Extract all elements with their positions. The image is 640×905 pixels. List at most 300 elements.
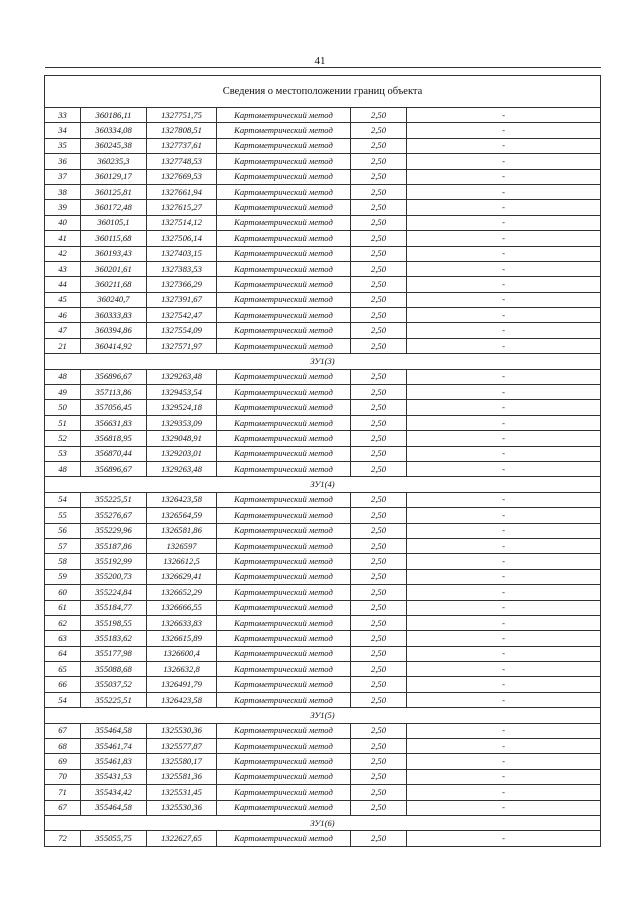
description-cell: - <box>407 631 601 646</box>
y-coordinate-cell: 1327506,14 <box>147 231 217 246</box>
y-coordinate-cell: 1325577,87 <box>147 739 217 754</box>
y-coordinate-cell: 1326632,8 <box>147 662 217 677</box>
point-number-cell: 39 <box>45 200 81 215</box>
method-cell: Картометрический метод <box>217 538 351 553</box>
x-coordinate-cell: 355055,75 <box>81 831 147 846</box>
method-cell: Картометрический метод <box>217 154 351 169</box>
precision-cell: 2,50 <box>351 723 407 738</box>
description-cell: - <box>407 615 601 630</box>
precision-cell: 2,50 <box>351 431 407 446</box>
method-cell: Картометрический метод <box>217 785 351 800</box>
y-coordinate-cell: 1325530,36 <box>147 723 217 738</box>
precision-cell: 2,50 <box>351 138 407 153</box>
description-cell: - <box>407 538 601 553</box>
table-row <box>45 323 601 338</box>
section-row <box>45 815 601 830</box>
y-coordinate-cell: 1326491,79 <box>147 677 217 692</box>
table-row <box>45 523 601 538</box>
table-row <box>45 215 601 230</box>
table-row <box>45 615 601 630</box>
table-row <box>45 108 601 123</box>
description-cell: - <box>407 754 601 769</box>
precision-cell: 2,50 <box>351 215 407 230</box>
y-coordinate-cell: 1329048,91 <box>147 431 217 446</box>
y-coordinate-cell: 1327669,53 <box>147 169 217 184</box>
description-cell: - <box>407 308 601 323</box>
description-cell: - <box>407 446 601 461</box>
x-coordinate-cell: 360414,92 <box>81 338 147 353</box>
y-coordinate-cell: 1327383,53 <box>147 261 217 276</box>
point-number-cell: 54 <box>45 692 81 707</box>
description-cell: - <box>407 200 601 215</box>
point-number-cell: 40 <box>45 215 81 230</box>
x-coordinate-cell: 360193,43 <box>81 246 147 261</box>
table-row <box>45 169 601 184</box>
y-coordinate-cell: 1329524,18 <box>147 400 217 415</box>
table-row <box>45 292 601 307</box>
method-cell: Картометрический метод <box>217 308 351 323</box>
table-row <box>45 246 601 261</box>
x-coordinate-cell: 355177,98 <box>81 646 147 661</box>
description-cell: - <box>407 646 601 661</box>
table-row <box>45 646 601 661</box>
description-cell: - <box>407 138 601 153</box>
x-coordinate-cell: 355229,96 <box>81 523 147 538</box>
table-row <box>45 261 601 276</box>
x-coordinate-cell: 355431,53 <box>81 769 147 784</box>
table-row <box>45 600 601 615</box>
section-label: ЗУ1(3) <box>45 354 601 369</box>
point-number-cell: 37 <box>45 169 81 184</box>
point-number-cell: 65 <box>45 662 81 677</box>
description-cell: - <box>407 692 601 707</box>
x-coordinate-cell: 355224,84 <box>81 585 147 600</box>
description-cell: - <box>407 246 601 261</box>
method-cell: Картометрический метод <box>217 631 351 646</box>
point-number-cell: 58 <box>45 554 81 569</box>
point-number-cell: 59 <box>45 569 81 584</box>
method-cell: Картометрический метод <box>217 692 351 707</box>
precision-cell: 2,50 <box>351 692 407 707</box>
x-coordinate-cell: 355187,86 <box>81 538 147 553</box>
precision-cell: 2,50 <box>351 369 407 384</box>
table-row <box>45 385 601 400</box>
method-cell: Картометрический метод <box>217 200 351 215</box>
x-coordinate-cell: 360172,48 <box>81 200 147 215</box>
method-cell: Картометрический метод <box>217 338 351 353</box>
point-number-cell: 52 <box>45 431 81 446</box>
y-coordinate-cell: 1326597 <box>147 538 217 553</box>
method-cell: Картометрический метод <box>217 323 351 338</box>
table-row <box>45 631 601 646</box>
point-number-cell: 56 <box>45 523 81 538</box>
table-row <box>45 400 601 415</box>
point-number-cell: 49 <box>45 385 81 400</box>
description-cell: - <box>407 108 601 123</box>
precision-cell: 2,50 <box>351 754 407 769</box>
description-cell: - <box>407 400 601 415</box>
precision-cell: 2,50 <box>351 769 407 784</box>
y-coordinate-cell: 1326612,5 <box>147 554 217 569</box>
point-number-cell: 36 <box>45 154 81 169</box>
section-label: ЗУ1(5) <box>45 708 601 723</box>
y-coordinate-cell: 1326629,41 <box>147 569 217 584</box>
description-cell: - <box>407 292 601 307</box>
point-number-cell: 21 <box>45 338 81 353</box>
precision-cell: 2,50 <box>351 631 407 646</box>
method-cell: Картометрический метод <box>217 431 351 446</box>
y-coordinate-cell: 1329263,48 <box>147 369 217 384</box>
method-cell: Картометрический метод <box>217 769 351 784</box>
y-coordinate-cell: 1329353,09 <box>147 415 217 430</box>
point-number-cell: 48 <box>45 461 81 476</box>
table-row <box>45 138 601 153</box>
section-row <box>45 354 601 369</box>
table-row <box>45 569 601 584</box>
x-coordinate-cell: 355184,77 <box>81 600 147 615</box>
section-row <box>45 477 601 492</box>
x-coordinate-cell: 355225,51 <box>81 692 147 707</box>
method-cell: Картометрический метод <box>217 446 351 461</box>
y-coordinate-cell: 1325580,17 <box>147 754 217 769</box>
point-number-cell: 42 <box>45 246 81 261</box>
precision-cell: 2,50 <box>351 169 407 184</box>
precision-cell: 2,50 <box>351 385 407 400</box>
precision-cell: 2,50 <box>351 292 407 307</box>
point-number-cell: 61 <box>45 600 81 615</box>
x-coordinate-cell: 360115,68 <box>81 231 147 246</box>
y-coordinate-cell: 1322627,65 <box>147 831 217 846</box>
table-row <box>45 231 601 246</box>
description-cell: - <box>407 338 601 353</box>
point-number-cell: 38 <box>45 184 81 199</box>
description-cell: - <box>407 215 601 230</box>
description-cell: - <box>407 184 601 199</box>
point-number-cell: 70 <box>45 769 81 784</box>
description-cell: - <box>407 492 601 507</box>
description-cell: - <box>407 154 601 169</box>
method-cell: Картометрический метод <box>217 246 351 261</box>
precision-cell: 2,50 <box>351 585 407 600</box>
point-number-cell: 60 <box>45 585 81 600</box>
y-coordinate-cell: 1327554,09 <box>147 323 217 338</box>
method-cell: Картометрический метод <box>217 600 351 615</box>
x-coordinate-cell: 355464,58 <box>81 800 147 815</box>
table-row <box>45 446 601 461</box>
method-cell: Картометрический метод <box>217 739 351 754</box>
x-coordinate-cell: 355461,74 <box>81 739 147 754</box>
y-coordinate-cell: 1326633,83 <box>147 615 217 630</box>
y-coordinate-cell: 1327571,97 <box>147 338 217 353</box>
table-top-spacer <box>45 68 601 76</box>
description-cell: - <box>407 123 601 138</box>
method-cell: Картометрический метод <box>217 138 351 153</box>
y-coordinate-cell: 1326666,55 <box>147 600 217 615</box>
point-number-cell: 48 <box>45 369 81 384</box>
y-coordinate-cell: 1326581,86 <box>147 523 217 538</box>
x-coordinate-cell: 360211,68 <box>81 277 147 292</box>
description-cell: - <box>407 662 601 677</box>
description-cell: - <box>407 585 601 600</box>
description-cell: - <box>407 769 601 784</box>
precision-cell: 2,50 <box>351 739 407 754</box>
point-number-cell: 62 <box>45 615 81 630</box>
description-cell: - <box>407 677 601 692</box>
description-cell: - <box>407 785 601 800</box>
y-coordinate-cell: 1329203,01 <box>147 446 217 461</box>
y-coordinate-cell: 1325530,36 <box>147 800 217 815</box>
precision-cell: 2,50 <box>351 308 407 323</box>
x-coordinate-cell: 357113,86 <box>81 385 147 400</box>
x-coordinate-cell: 356870,44 <box>81 446 147 461</box>
method-cell: Картометрический метод <box>217 523 351 538</box>
point-number-cell: 41 <box>45 231 81 246</box>
point-number-cell: 34 <box>45 123 81 138</box>
method-cell: Картометрический метод <box>217 646 351 661</box>
point-number-cell: 35 <box>45 138 81 153</box>
description-cell: - <box>407 431 601 446</box>
table-row <box>45 277 601 292</box>
description-cell: - <box>407 231 601 246</box>
y-coordinate-cell: 1327514,12 <box>147 215 217 230</box>
method-cell: Картометрический метод <box>217 615 351 630</box>
point-number-cell: 71 <box>45 785 81 800</box>
method-cell: Картометрический метод <box>217 215 351 230</box>
method-cell: Картометрический метод <box>217 754 351 769</box>
description-cell: - <box>407 261 601 276</box>
table-row <box>45 415 601 430</box>
precision-cell: 2,50 <box>351 508 407 523</box>
x-coordinate-cell: 355198,55 <box>81 615 147 630</box>
precision-cell: 2,50 <box>351 615 407 630</box>
point-number-cell: 69 <box>45 754 81 769</box>
table-row <box>45 754 601 769</box>
method-cell: Картометрический метод <box>217 385 351 400</box>
table-title-row <box>45 76 601 108</box>
y-coordinate-cell: 1329453,54 <box>147 385 217 400</box>
x-coordinate-cell: 356896,67 <box>81 461 147 476</box>
description-cell: - <box>407 723 601 738</box>
boundary-coordinates-table <box>44 67 601 847</box>
point-number-cell: 47 <box>45 323 81 338</box>
method-cell: Картометрический метод <box>217 800 351 815</box>
point-number-cell: 44 <box>45 277 81 292</box>
method-cell: Картометрический метод <box>217 123 351 138</box>
description-cell: - <box>407 169 601 184</box>
point-number-cell: 64 <box>45 646 81 661</box>
precision-cell: 2,50 <box>351 200 407 215</box>
x-coordinate-cell: 360334,08 <box>81 123 147 138</box>
table-row <box>45 769 601 784</box>
y-coordinate-cell: 1326652,29 <box>147 585 217 600</box>
precision-cell: 2,50 <box>351 108 407 123</box>
description-cell: - <box>407 523 601 538</box>
precision-cell: 2,50 <box>351 323 407 338</box>
point-number-cell: 66 <box>45 677 81 692</box>
description-cell: - <box>407 554 601 569</box>
precision-cell: 2,50 <box>351 523 407 538</box>
description-cell: - <box>407 569 601 584</box>
y-coordinate-cell: 1327615,27 <box>147 200 217 215</box>
description-cell: - <box>407 800 601 815</box>
section-label: ЗУ1(4) <box>45 477 601 492</box>
precision-cell: 2,50 <box>351 554 407 569</box>
description-cell: - <box>407 600 601 615</box>
table-row <box>45 369 601 384</box>
point-number-cell: 57 <box>45 538 81 553</box>
point-number-cell: 67 <box>45 800 81 815</box>
x-coordinate-cell: 360125,81 <box>81 184 147 199</box>
method-cell: Картометрический метод <box>217 508 351 523</box>
method-cell: Картометрический метод <box>217 461 351 476</box>
table-row <box>45 154 601 169</box>
point-number-cell: 67 <box>45 723 81 738</box>
y-coordinate-cell: 1327751,75 <box>147 108 217 123</box>
table-row <box>45 508 601 523</box>
x-coordinate-cell: 360394,86 <box>81 323 147 338</box>
point-number-cell: 55 <box>45 508 81 523</box>
description-cell: - <box>407 739 601 754</box>
table-row <box>45 338 601 353</box>
table-row <box>45 800 601 815</box>
table-row <box>45 431 601 446</box>
method-cell: Картометрический метод <box>217 415 351 430</box>
precision-cell: 2,50 <box>351 154 407 169</box>
x-coordinate-cell: 355461,83 <box>81 754 147 769</box>
section-label: ЗУ1(6) <box>45 815 601 830</box>
point-number-cell: 45 <box>45 292 81 307</box>
point-number-cell: 43 <box>45 261 81 276</box>
precision-cell: 2,50 <box>351 492 407 507</box>
section-row <box>45 708 601 723</box>
description-cell: - <box>407 369 601 384</box>
table-row <box>45 308 601 323</box>
method-cell: Картометрический метод <box>217 677 351 692</box>
method-cell: Картометрический метод <box>217 369 351 384</box>
precision-cell: 2,50 <box>351 415 407 430</box>
method-cell: Картометрический метод <box>217 231 351 246</box>
method-cell: Картометрический метод <box>217 169 351 184</box>
x-coordinate-cell: 360245,38 <box>81 138 147 153</box>
point-number-cell: 54 <box>45 492 81 507</box>
x-coordinate-cell: 360333,83 <box>81 308 147 323</box>
table-row <box>45 585 601 600</box>
x-coordinate-cell: 360186,11 <box>81 108 147 123</box>
x-coordinate-cell: 355464,58 <box>81 723 147 738</box>
precision-cell: 2,50 <box>351 246 407 261</box>
precision-cell: 2,50 <box>351 184 407 199</box>
x-coordinate-cell: 356896,67 <box>81 369 147 384</box>
precision-cell: 2,50 <box>351 662 407 677</box>
precision-cell: 2,50 <box>351 231 407 246</box>
x-coordinate-cell: 355088,68 <box>81 662 147 677</box>
x-coordinate-cell: 360105,1 <box>81 215 147 230</box>
y-coordinate-cell: 1326423,58 <box>147 692 217 707</box>
precision-cell: 2,50 <box>351 646 407 661</box>
x-coordinate-cell: 355434,42 <box>81 785 147 800</box>
description-cell: - <box>407 831 601 846</box>
method-cell: Картометрический метод <box>217 569 351 584</box>
precision-cell: 2,50 <box>351 831 407 846</box>
x-coordinate-cell: 360129,17 <box>81 169 147 184</box>
y-coordinate-cell: 1327391,67 <box>147 292 217 307</box>
x-coordinate-cell: 356631,83 <box>81 415 147 430</box>
y-coordinate-cell: 1326615,89 <box>147 631 217 646</box>
page-number: 41 <box>314 55 326 67</box>
x-coordinate-cell: 355183,62 <box>81 631 147 646</box>
y-coordinate-cell: 1327748,53 <box>147 154 217 169</box>
table-row <box>45 492 601 507</box>
y-coordinate-cell: 1327661,94 <box>147 184 217 199</box>
precision-cell: 2,50 <box>351 785 407 800</box>
x-coordinate-cell: 360240,7 <box>81 292 147 307</box>
method-cell: Картометрический метод <box>217 662 351 677</box>
precision-cell: 2,50 <box>351 538 407 553</box>
description-cell: - <box>407 415 601 430</box>
description-cell: - <box>407 323 601 338</box>
method-cell: Картометрический метод <box>217 277 351 292</box>
method-cell: Картометрический метод <box>217 585 351 600</box>
table-row <box>45 677 601 692</box>
point-number-cell: 72 <box>45 831 81 846</box>
table-row <box>45 200 601 215</box>
table-row <box>45 692 601 707</box>
method-cell: Картометрический метод <box>217 492 351 507</box>
description-cell: - <box>407 385 601 400</box>
table-row <box>45 123 601 138</box>
method-cell: Картометрический метод <box>217 261 351 276</box>
method-cell: Картометрический метод <box>217 292 351 307</box>
y-coordinate-cell: 1326564,59 <box>147 508 217 523</box>
x-coordinate-cell: 360235,3 <box>81 154 147 169</box>
y-coordinate-cell: 1327542,47 <box>147 308 217 323</box>
point-number-cell: 68 <box>45 739 81 754</box>
x-coordinate-cell: 356818,95 <box>81 431 147 446</box>
method-cell: Картометрический метод <box>217 723 351 738</box>
y-coordinate-cell: 1326600,4 <box>147 646 217 661</box>
description-cell: - <box>407 508 601 523</box>
precision-cell: 2,50 <box>351 446 407 461</box>
method-cell: Картометрический метод <box>217 108 351 123</box>
table-title: Сведения о местоположении границ объекта <box>45 76 601 108</box>
x-coordinate-cell: 355192,99 <box>81 554 147 569</box>
point-number-cell: 63 <box>45 631 81 646</box>
precision-cell: 2,50 <box>351 569 407 584</box>
precision-cell: 2,50 <box>351 277 407 292</box>
x-coordinate-cell: 355225,51 <box>81 492 147 507</box>
y-coordinate-cell: 1326423,58 <box>147 492 217 507</box>
method-cell: Картометрический метод <box>217 554 351 569</box>
precision-cell: 2,50 <box>351 461 407 476</box>
description-cell: - <box>407 461 601 476</box>
precision-cell: 2,50 <box>351 261 407 276</box>
precision-cell: 2,50 <box>351 338 407 353</box>
y-coordinate-cell: 1325531,45 <box>147 785 217 800</box>
precision-cell: 2,50 <box>351 400 407 415</box>
description-cell: - <box>407 277 601 292</box>
precision-cell: 2,50 <box>351 677 407 692</box>
x-coordinate-cell: 357056,45 <box>81 400 147 415</box>
table-row <box>45 723 601 738</box>
table-row <box>45 831 601 846</box>
point-number-cell: 51 <box>45 415 81 430</box>
y-coordinate-cell: 1327366,29 <box>147 277 217 292</box>
point-number-cell: 50 <box>45 400 81 415</box>
point-number-cell: 53 <box>45 446 81 461</box>
y-coordinate-cell: 1327808,51 <box>147 123 217 138</box>
x-coordinate-cell: 360201,61 <box>81 261 147 276</box>
table-row <box>45 538 601 553</box>
